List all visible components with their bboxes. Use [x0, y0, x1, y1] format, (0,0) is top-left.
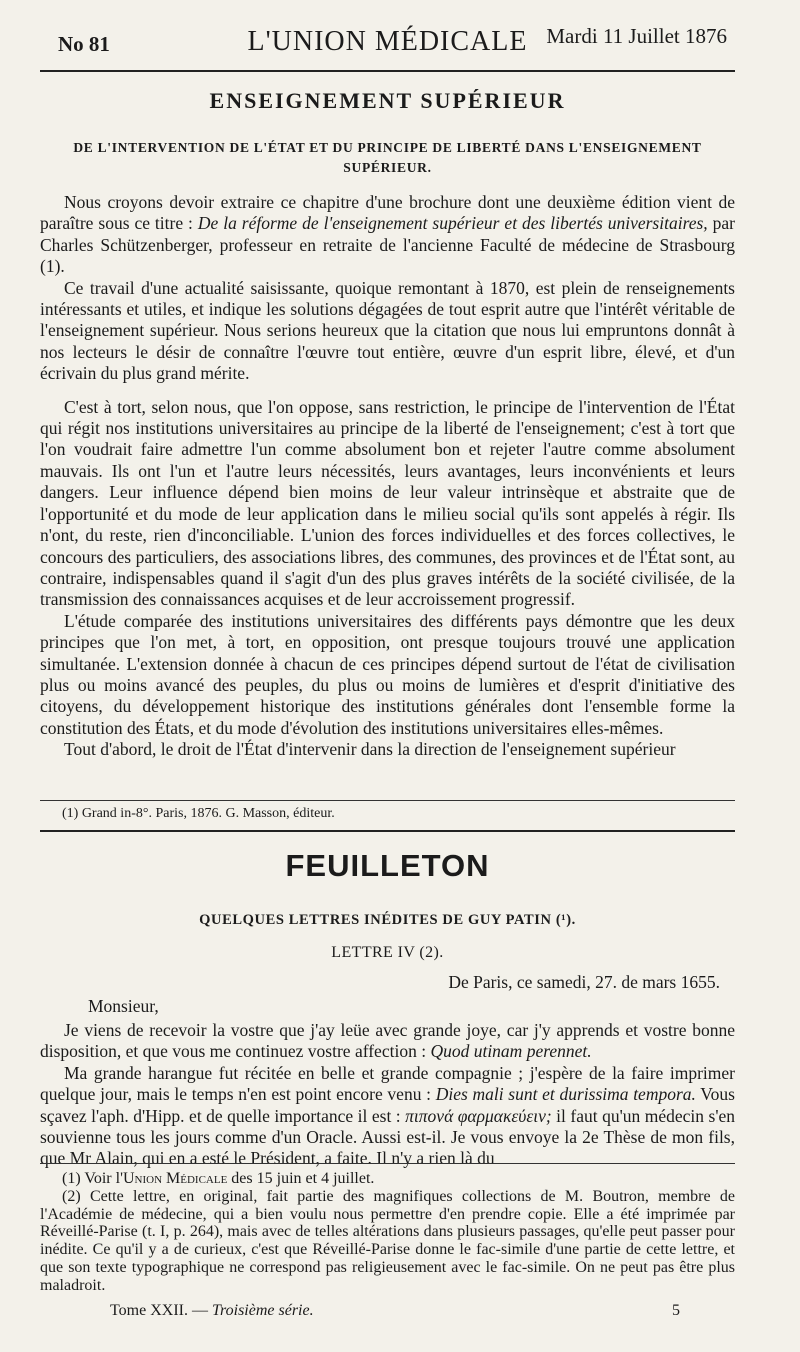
section-subtitle: DE L'INTERVENTION DE L'ÉTAT ET DU PRINCIPE DE LIBERTÉ DANS L'ENSEIGNEMENT SUPÉRIEUR. — [73, 140, 702, 175]
issue-number: No 81 — [58, 32, 110, 56]
footnote-rule — [40, 800, 735, 801]
section-title: ENSEIGNEMENT SUPÉRIEUR — [209, 88, 566, 113]
feuilleton-subtitle: QUELQUES LETTRES INÉDITES DE GUY PATIN (¹). — [199, 912, 576, 928]
section-divider — [40, 830, 735, 832]
letter-number: LETTRE IV (2). — [331, 944, 444, 961]
letter-paragraph-1: Je viens de recevoir la vostre que j'ay leüe avec grande joye, car j'y apprends et vostre bonne disposition, et que vous me continuez vostre affection : Quod utinam perennet. — [40, 1020, 735, 1062]
article-footnote: (1) Grand in-8°. Paris, 1876. G. Masson, éditeur. — [62, 806, 335, 821]
article-paragraph-5: Tout d'abord, le droit de l'État d'intervenir dans la direction de l'enseignement supérieur — [64, 739, 676, 760]
journal-title: L'UNION MÉDICALE — [247, 26, 528, 57]
note-2: (2) Cette lettre, en original, fait partie des magnifiques collections de M. Boutron, membre de l'Académie de médecine, qui a bien voulu nous permettre d'en prendre copie. Elle a été imprimée par Réveillé-Parise (t. I, p. 264), mais avec de telles altérations dans plusieurs passages, qu'elle peut passer pour inédite. Ce qu'il y a de curieux, c'est que Réveillé-Parise donne le fac-simile d'une partie de cette lettre, et que son texte typographique ne correspond pas religieusement avec le fac-simile. On ne peut pas être plus maladroit. — [40, 1187, 735, 1294]
notes-rule — [40, 1163, 735, 1164]
article-paragraph-4: L'étude comparée des institutions universitaires des différents pays démontre que les deux principes que l'on met, à tort, en opposition, ont presque toujours trouvé une application simultanée. L'extension donnée à chacun de ces principes dépend surtout de l'état de civilisation plus ou moins avancé des peuples, du plus ou moins de lumières et d'esprit d'initiative des citoyens, du développement historique des institutions générales dont l'ensemble forme la constitution des États, et du mode d'évolution des institutions universitaires elles-mêmes. — [40, 610, 735, 738]
article-body — [40, 192, 735, 761]
article-paragraph-1: Nous croyons devoir extraire ce chapitre d'une brochure dont une deuxième édition vient de paraître sous ce titre : De la réforme de l'enseignement supérieur et des libertés universitaires, par Charles Schützenberger, professeur en retraite de l'ancienne Faculté de médecine de Strasbourg (1). — [40, 192, 735, 277]
letter-salutation: Monsieur, — [88, 996, 159, 1016]
note-1: (1) Voir l'Union Médicale des 15 juin et 4 juillet. — [62, 1170, 375, 1187]
greek-quote: πιπονά φαρμακεύειν; — [405, 1105, 552, 1126]
issue-date: Mardi 11 Juillet 1876 — [546, 24, 727, 48]
brochure-title: De la réforme de l'enseignement supérieur et des libertés universitaires, — [197, 213, 708, 234]
letter-body — [40, 1020, 735, 1170]
article-paragraph-2: Ce travail d'une actualité saisissante, quoique remontant à 1870, est plein de renseignements intéressants et utiles, et indique les solutions dégagées de tout esprit autre que l'intérêt véritable de l'enseignement supérieur. Nous serions heureux que la citation que nous lui empruntons donnât à nos lecteurs le désir de connaître l'œuvre tout entière, œuvre d'un esprit libre, élevé, et d'un écrivain du plus grand mérite. — [40, 277, 735, 384]
letter-dateline: De Paris, ce samedi, 27. de mars 1655. — [448, 972, 720, 992]
page-number: 5 — [672, 1302, 680, 1319]
volume-line: Tome XXII. — Troisième série. — [110, 1302, 314, 1319]
running-head — [40, 22, 735, 62]
feuilleton-title: FEUILLETON — [285, 848, 490, 883]
feuilleton-notes — [40, 1170, 735, 1295]
article-paragraph-3: C'est à tort, selon nous, que l'on oppose, sans restriction, le principe de l'intervention de l'État qui régit nos institutions universitaires au principe de la liberté de l'enseignement; c'est à tort que l'on voudrait faire admettre l'un comme absolument bon et rejeter l'autre comme absolument mauvais. Ils ont l'un et l'autre leurs nécessités, leurs avantages, leurs inconvénients et leurs dangers. Leur influence dépend bien moins de leur valeur intrinsèque et abstraite que de l'opportunité et du mode de leur application dans le milieu social qu'ils sont appelés à régir. Ils n'ont, du reste, rien d'inconciliable. L'union des forces individuelles et des forces collectives, le concours des particuliers, des associations libres, des communes, des provinces et de l'État sont, au contraire, indispensables quand il s'agit d'un des plus graves intérêts de la société civilisée, de la transmission des connaissances acquises et de leur accroissement progressif. — [40, 396, 735, 610]
header-rule — [40, 70, 735, 72]
letter-paragraph-2: Ma grande harangue fut récitée en belle et grande compagnie ; j'espère de la faire imprimer quelque jour, mais le temps n'en est point encore venu : Dies mali sunt et durissima tempora. Vous sçavez l'aph. d'Hipp. et de quelle importance il est : πιπονά φαρμακεύειν; il faut qu'un médecin s'en souvienne tous les jours comme d'un Oracle. Aussi est-il. Je vous envoye la 2e Thèse de mon fils, que Mr Alain, qui en a esté le Président, a faite. Il n'y a rien là du — [40, 1062, 735, 1169]
